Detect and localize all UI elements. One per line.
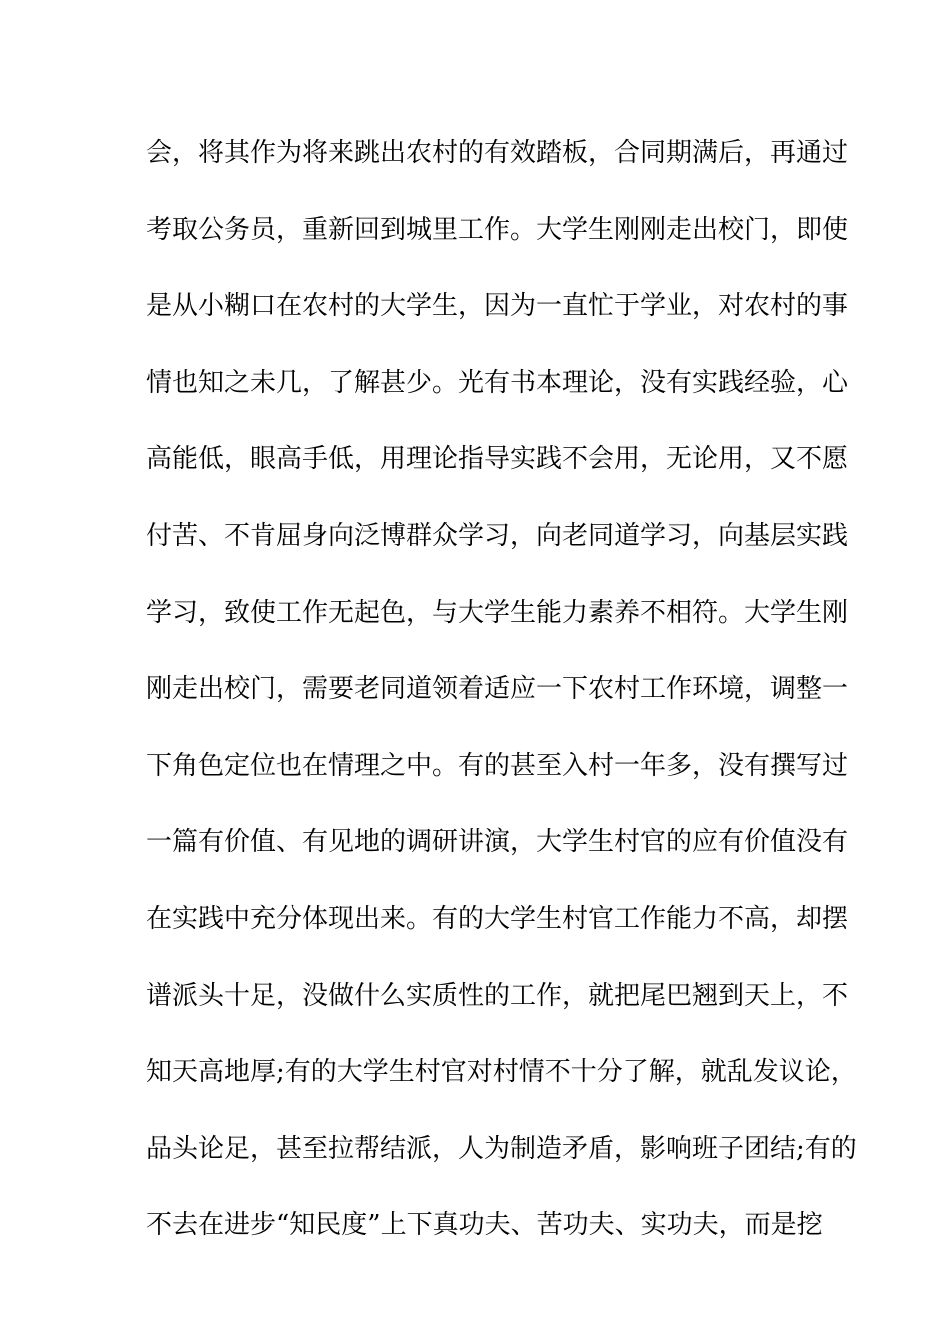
- text-line: 考取公务员，重新回到城里工作。大学生刚刚走出校门，即使: [146, 214, 849, 245]
- text-line: 学习，致使工作无起色，与大学生能力素养不相符。大学生刚: [146, 597, 849, 628]
- text-line: 不去在进步“知民度”上下真功夫、苦功夫、实功夫，而是挖: [146, 1210, 823, 1241]
- text-line: 情也知之未几，了解甚少。光有书本理论，没有实践经验，心: [146, 367, 849, 398]
- text-line: 谱派头十足，没做什么实质性的工作，就把尾巴翘到天上，不: [146, 980, 849, 1011]
- text-line: 在实践中充分体现出来。有的大学生村官工作能力不高，却摆: [146, 903, 849, 934]
- text-line: 是从小糊口在农村的大学生，因为一直忙于学业，对农村的事: [146, 291, 849, 322]
- text-line: 刚走出校门，需要老同道领着适应一下农村工作环境，调整一: [146, 674, 849, 705]
- text-line: 高能低，眼高手低，用理论指导实践不会用，无论用，又不愿: [146, 444, 849, 475]
- text-line: 品头论足，甚至拉帮结派，人为制造矛盾，影响班子团结;有的: [146, 1133, 857, 1164]
- body-text: [146, 131, 857, 1280]
- text-line: 付苦、不肯屈身向泛博群众学习，向老同道学习，向基层实践: [146, 520, 849, 551]
- text-line: 下角色定位也在情理之中。有的甚至入村一年多，没有撰写过: [146, 750, 849, 781]
- text-line: 会，将其作为将来跳出农村的有效踏板，合同期满后，再通过: [146, 138, 849, 168]
- text-line: 知天高地厚;有的大学生村官对村情不十分了解，就乱发议论，: [146, 1057, 857, 1088]
- text-line: 一篇有价值、有见地的调研讲演，大学生村官的应有价值没有: [146, 827, 849, 858]
